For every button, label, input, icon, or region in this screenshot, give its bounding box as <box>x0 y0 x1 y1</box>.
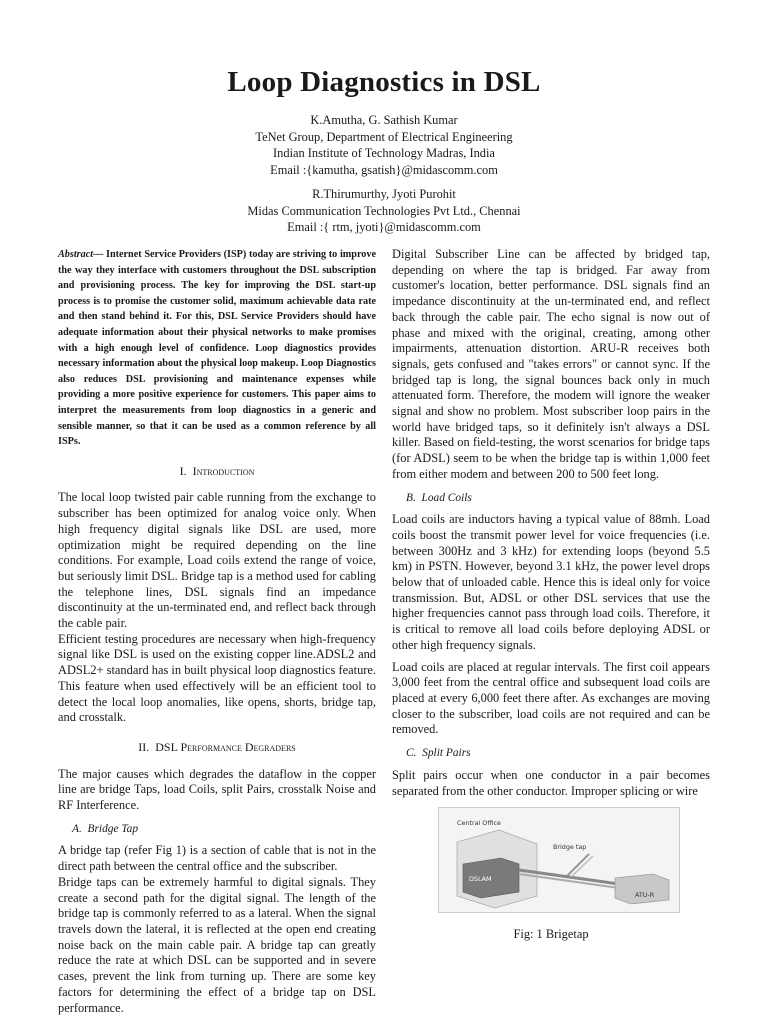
bridge-tap-paragraph-1: A bridge tap (refer Fig 1) is a section of cable that is not in the direct path between the central office and the subscriber. <box>58 843 376 874</box>
email-1: Email :{kamutha, gsatish}@midascomm.com <box>270 162 498 177</box>
subsection-title: Bridge Tap <box>87 822 139 835</box>
affiliation-1: TeNet Group, Department of Electrical Engineering <box>255 129 513 144</box>
subsection-number: B. <box>406 491 416 504</box>
author-block-1 <box>0 112 768 178</box>
bridge-tap-paragraph-3: Digital Subscriber Line can be affected by bridged tap, depending on where the tap is bridged. Far away from customer's location, better performance. DSL signals find an impedance discontinuity at the un-terminated end, and reflect back through the cable pair. The echo signal is now out of phase and mixed with the original, creating, among other impairments, attenuation distortion. ARU-R receives both signals, gets confused and "takes errors" or cannot sync. If the bridged tap is long, the signal bounces back only in much attenuated form. Therefore, the modem will ignore the weaker signal and show no problem. Most subscriber loop pairs in the world have bridged taps, so it definitely isn't always a DSL killer. Based on field-testing, the worst scenarios for bridge taps (for ADSL) seem to be when the bridge tap is within 1,000 feet from either modem and between 200 to 500 feet long. <box>392 247 710 481</box>
intro-paragraph-1: The local loop twisted pair cable running from the exchange to subscriber has been optimized for analog voice only. When high frequency digital signals like DSL are used, more optimization might be required depending on the line conditions. For example, Load coils extend the range of voice, but seriously limit DSL. Bridge tap is a method used for cabling the telephone lines, DSL signals find an impedance discontinuity at the un-terminated end, and reflect back through the cable pair. <box>58 490 376 631</box>
subsection-number: A. <box>72 822 82 835</box>
figure-caption: Fig: 1 Brigetap <box>513 927 589 942</box>
bridge-tap-lateral <box>567 854 589 876</box>
section-heading-degraders <box>58 740 376 756</box>
section-heading-introduction <box>58 464 376 480</box>
central-office-label: Central Office <box>457 819 501 828</box>
intro-paragraph-2: Efficient testing procedures are necessary when high-frequency signal like DSL is used on the existing copper line.ADSL2 and ADSL2+ standard has in built physical loop diagnostics feature. This feature when used effectively will be an efficient tool to detect the local loop anomalies, like opens, shorts, bridge tap, and crosstalk. <box>58 631 376 725</box>
section-number: II. <box>138 739 150 754</box>
subsection-title: Split Pairs <box>422 747 471 760</box>
load-coils-paragraph-2: Load coils are placed at regular intervals. The first coil appears 3,000 feet from the central office and subsequent load coils are placed at every 6,000 feet there after. As exchanges are moving closer to the subscriber, load coils are not required and can be removed. <box>392 659 710 737</box>
author-names-1: K.Amutha, G. Sathish Kumar <box>310 113 458 127</box>
dslam-label: DSLAM <box>469 875 492 884</box>
author-block-2 <box>0 186 768 236</box>
section-number: I. <box>179 463 187 478</box>
subsection-heading-load-coils <box>406 491 710 507</box>
abstract-label: Abstract <box>58 249 94 260</box>
abstract-dash: — <box>93 249 104 260</box>
paper-title: Loop Diagnostics in DSL <box>227 66 541 98</box>
left-column <box>58 247 376 1016</box>
author-names-2: R.Thirumurthy, Jyoti Purohit <box>312 187 456 201</box>
right-column <box>392 247 710 943</box>
affiliation-2: Midas Communication Technologies Pvt Ltd., Chennai <box>247 203 521 218</box>
subsection-heading-bridge-tap <box>72 822 376 838</box>
abstract <box>58 247 376 450</box>
section-title: Introduction <box>192 463 255 478</box>
subsection-number: C. <box>406 747 417 760</box>
email-2: Email :{ rtm, jyoti}@midascomm.com <box>287 220 481 234</box>
institution-1: Indian Institute of Technology Madras, India <box>273 146 495 160</box>
subsection-title: Load Coils <box>421 491 472 504</box>
atu-r-label: ATU-R <box>635 891 655 900</box>
abstract-text: Internet Service Providers (ISP) today are striving to improve the way they interface with customers throughout the DSL subscription and provisioning process. The key for improving the DSL start-up process is to promise the customer solid, maximum achievable data rate and then stand behind it. For this, DSL Service Providers should have adequate information about their physical networks to make promises with a high enough level of confidence. Loop diagnostics provides necessary information about the physical loop makeup. Loop Diagnostics also reduces DSL provisioning and maintenance expenses while providing a more positive experience for customers. This paper aims to interpret the measurements from loop diagnostics in a generic and sensible manner, so that it can be used as a common reference by all ISPs. <box>58 249 376 448</box>
load-coils-paragraph-1: Load coils are inductors having a typical value of 88mh. Load coils boost the transmit power level for voice frequencies (i.e. between 300Hz and 3 kHz) for extending loops (beyond 5.5 km) in PSTN. However, beyond 3.1 kHz, the power level drops below that of unloaded cable. Hence this is ideal only for voice transmission. But, ADSL or other DSL services that use the higher frequencies cannot pass through load coils. Therefore, it is critical to remove all load coils before deploying ADSL or other high frequency signals. <box>392 512 710 652</box>
section-title: DSL Performance Degraders <box>155 739 296 754</box>
bridge-tap-paragraph-2: Bridge taps can be extremely harmful to digital signals. They create a second path for the digital signal. The length of the bridge tap is commonly referred to as a lateral. When the signal travels down the lateral, it is reflected at the open end creating noise back on the main cable pair. A bridge tap can greatly reduce the rate at which DSL can be supported and in severe cases, prevent the link from turning up. There are some key factors for determining the effect of a bridge tap on DSL performance. <box>58 874 376 1015</box>
split-pairs-paragraph: Split pairs occur when one conductor in a pair becomes separated from the other conductor. Improper splicing or wire <box>392 767 710 798</box>
subsection-heading-split-pairs <box>406 746 710 762</box>
bridge-tap-figure <box>438 807 680 913</box>
bridge-tap-lateral <box>571 856 593 877</box>
bridge-tap-label: Bridge tap <box>553 843 587 852</box>
degraders-paragraph: The major causes which degrades the dataflow in the copper line are bridge Taps, load Coils, split Pairs, crosstalk Noise and RF Interference. <box>58 766 376 813</box>
